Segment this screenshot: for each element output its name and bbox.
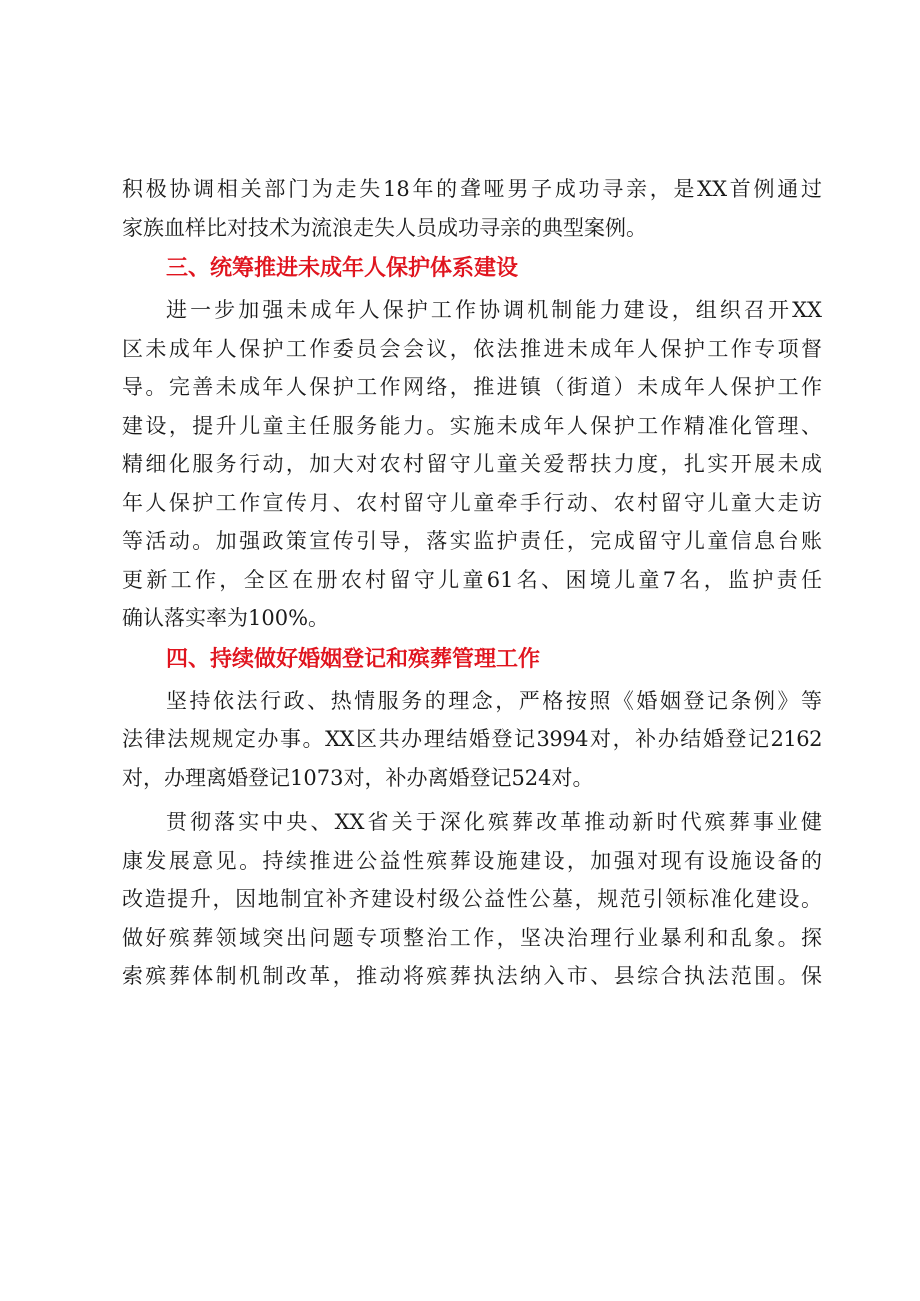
paragraph-line: 做好殡葬领域突出问题专项整治工作，坚决治理行业暴利和乱象。探 xyxy=(122,925,822,950)
paragraph-line: 导。完善未成年人保护工作网络，推进镇（街道）未成年人保护工作 xyxy=(122,375,822,399)
section-heading-3: 三、统筹推进未成年人保护体系建设 xyxy=(166,256,519,281)
paragraph-line: 索殡葬体制机制改革，推动将殡葬执法纳入市、县综合执法范围。保 xyxy=(122,964,822,988)
section-4-paragraph-2 xyxy=(122,803,822,996)
paragraph-line: 年人保护工作宣传月、农村留守儿童牵手行动、农村留守儿童大走访 xyxy=(122,490,822,515)
paragraph-line: 积极协调相关部门为走失18年的聋哑男子成功寻亲，是XX首例通过 xyxy=(122,177,822,201)
section-3-paragraph xyxy=(122,291,822,638)
paragraph-line: 康发展意见。持续推进公益性殡葬设施建设，加强对现有设施设备的 xyxy=(122,848,822,873)
paragraph-line: 区未成年人保护工作委员会会议，依法推进未成年人保护工作专项督 xyxy=(122,336,822,361)
paragraph-line: 改造提升，因地制宜补齐建设村级公益性公墓，规范引领标准化建设。 xyxy=(122,887,822,911)
paragraph-line: 进一步加强未成年人保护工作协调机制能力建设，组织召开XX xyxy=(166,298,822,322)
paragraph-line: 精细化服务行动，加大对农村留守儿童关爱帮扶力度，扎实开展未成 xyxy=(122,452,822,476)
section-heading-4: 四、持续做好婚姻登记和殡葬管理工作 xyxy=(166,646,541,672)
paragraph-line: 家族血样比对技术为流浪走失人员成功寻亲的典型案例。 xyxy=(122,215,647,240)
document-body xyxy=(122,170,822,996)
paragraph-line: 更新工作，全区在册农村留守儿童61名、困境儿童7名，监护责任 xyxy=(122,567,822,592)
paragraph-line: 建设，提升儿童主任服务能力。实施未成年人保护工作精准化管理、 xyxy=(122,413,822,438)
paragraph-line: 等活动。加强政策宣传引导，落实监护责任，完成留守儿童信息台账 xyxy=(122,529,822,553)
intro-paragraph xyxy=(122,170,822,247)
paragraph-line: 法律法规规定办事。XX区共办理结婚登记3994对，补办结婚登记2162 xyxy=(122,727,822,751)
paragraph-line: 坚持依法行政、热情服务的理念，严格按照《婚姻登记条例》等 xyxy=(166,688,822,713)
paragraph-line: 贯彻落实中央、XX省关于深化殡葬改革推动新时代殡葬事业健 xyxy=(166,810,822,834)
paragraph-line: 对，办理离婚登记1073对，补办离婚登记524对。 xyxy=(122,765,594,790)
paragraph-line: 确认落实率为100%。 xyxy=(122,606,330,630)
section-4-paragraph-1 xyxy=(122,682,822,798)
